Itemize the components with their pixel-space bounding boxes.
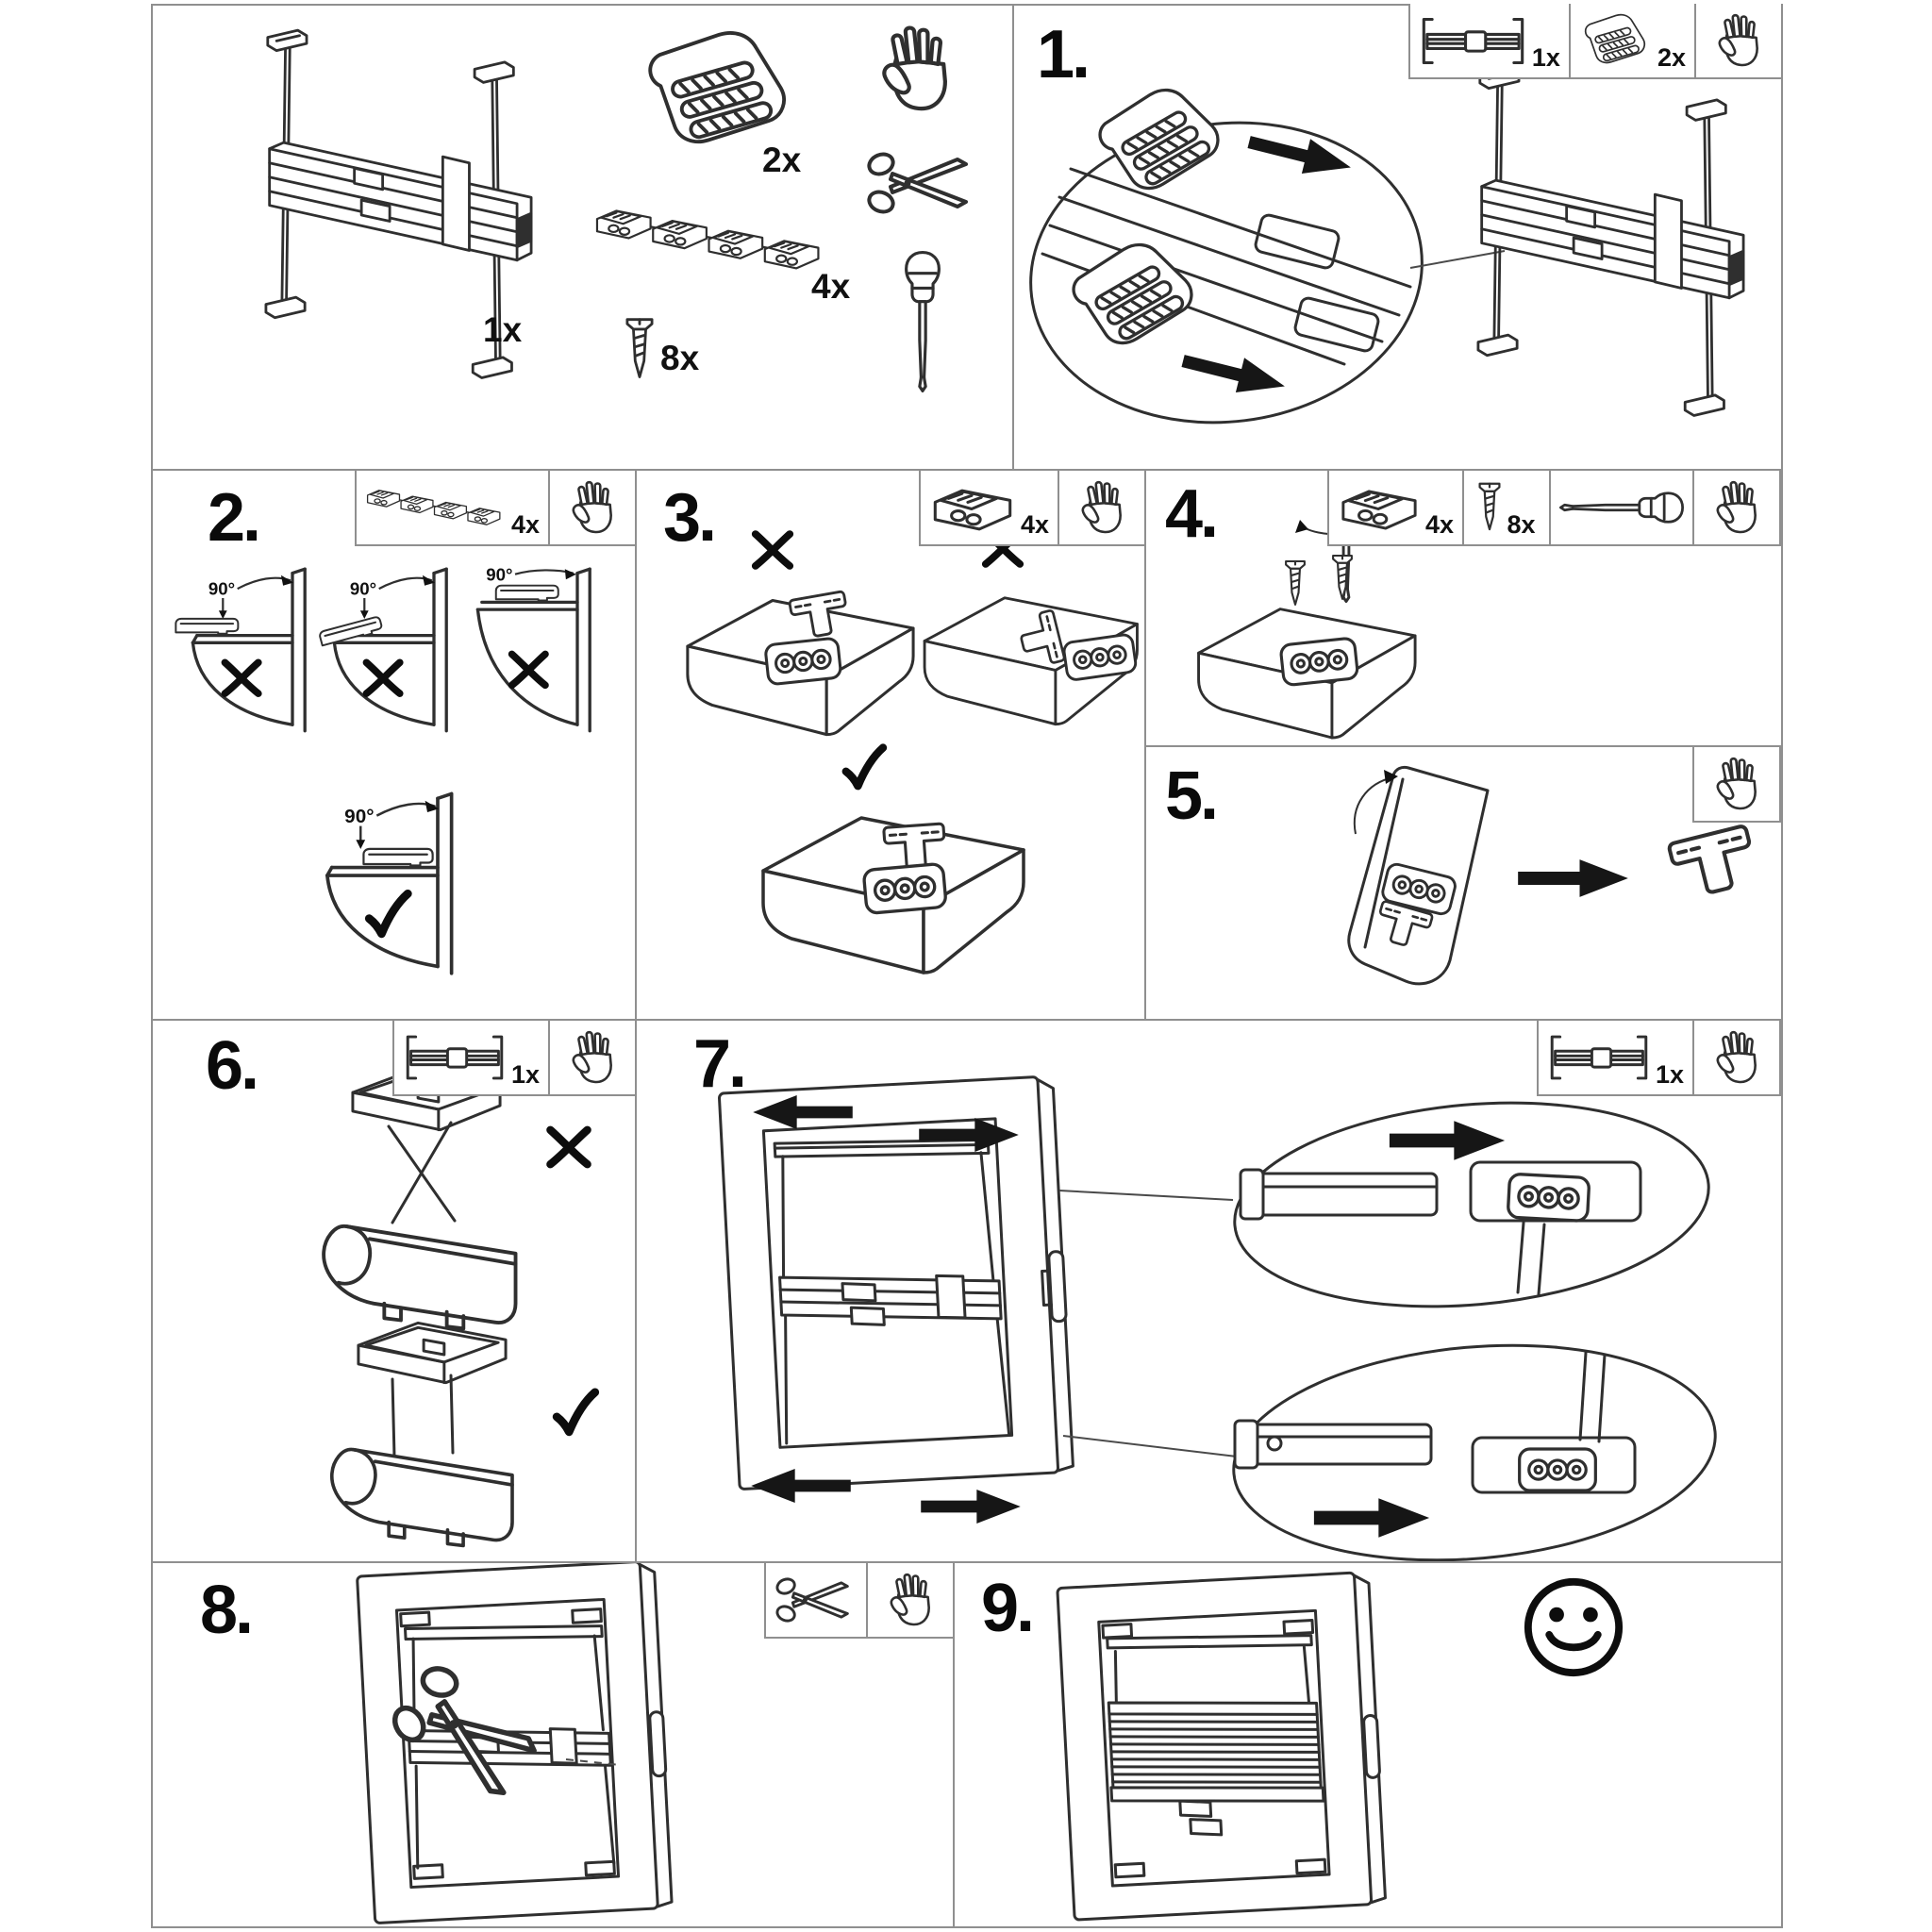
remove-arrow-icon [1518, 859, 1628, 897]
cross-mark-icon [550, 1130, 587, 1164]
step-number: 5. [1165, 758, 1217, 834]
tool-bracket [1327, 471, 1464, 546]
window-handle [1049, 1251, 1067, 1322]
hand-icon [1720, 15, 1757, 65]
screw-icon [1480, 484, 1500, 529]
panel-step-4 [1146, 471, 1781, 745]
correct-position [327, 793, 452, 973]
check-mark-icon [369, 893, 408, 933]
screwdriver-icon [1560, 493, 1682, 523]
toolbox-step-2 [357, 471, 637, 546]
tool-hand [1058, 471, 1146, 546]
tool-hand [1692, 1021, 1781, 1096]
clamp-sliding-bottom [1066, 235, 1199, 353]
clamp-sliding-top [1092, 80, 1225, 198]
screw-count-label: 8x [660, 339, 700, 377]
step-number: 4. [1165, 476, 1217, 552]
tool-bracket-strip [355, 471, 550, 546]
step-number: 2. [208, 480, 259, 556]
scissors-icon [775, 1576, 848, 1624]
magnifier-callout [1014, 80, 1440, 445]
clamp-shoe-icon [650, 33, 784, 142]
toolbox-step-7 [1539, 1021, 1781, 1096]
toolbox-step-5 [1694, 747, 1781, 823]
tool-hand [1692, 471, 1781, 546]
angle-label: 90° [486, 564, 513, 585]
pleated-blind-assembly [1478, 68, 1743, 415]
slide-arrow-icon [1245, 125, 1356, 185]
hand-icon [1718, 482, 1756, 532]
window-handle [649, 1711, 666, 1776]
step-number: 9. [981, 1571, 1033, 1646]
slide-arrow-icon [1179, 343, 1290, 404]
tool-count: 4x [1424, 510, 1454, 539]
bracket-icon [1343, 491, 1415, 527]
detail-callout-top [1226, 1084, 1718, 1324]
wrong-mount-2 [924, 598, 1137, 724]
panel-step-7 [637, 1021, 1781, 1561]
bracket-icon [935, 491, 1009, 529]
tool-blind-width [392, 1021, 550, 1096]
finished-window [1058, 1572, 1387, 1920]
cross-mark-icon [366, 662, 399, 693]
tool-hand [548, 1021, 637, 1096]
panel-step-8 [151, 1563, 955, 1926]
slide-arrow-icon [1390, 1121, 1505, 1160]
cross-mark-icon [512, 654, 545, 685]
screwdriver-icon [907, 253, 940, 391]
toolbox-step-4 [1329, 471, 1781, 546]
smiley-face-icon [1528, 1582, 1619, 1673]
wrong-position-2 [319, 569, 446, 731]
tool-count: 1x [510, 1060, 540, 1089]
cross-mark-icon [225, 662, 258, 693]
clamp-icon [1586, 15, 1645, 63]
tool-bracket [919, 471, 1059, 546]
wrong-cords-crossed [324, 1070, 587, 1328]
panel-step-2 [151, 471, 637, 1019]
tool-screw [1462, 471, 1551, 546]
cross-mark-icon [756, 534, 790, 566]
toolbox-step-1 [1410, 4, 1783, 79]
panel-parts-overview [151, 4, 1014, 469]
toolbox-step-6 [394, 1021, 637, 1096]
tool-blind-width [1408, 4, 1571, 79]
hand-icon [884, 28, 945, 109]
cover-piece [1669, 825, 1759, 900]
panel-step-3 [637, 471, 1146, 1019]
blind-width-icon [408, 1037, 502, 1078]
hand-icon [891, 1574, 929, 1624]
bracket-strip-count-label: 4x [811, 267, 851, 306]
check-mark-icon [846, 748, 883, 787]
slide-arrow-icon [1314, 1498, 1429, 1538]
blind-count-label: 1x [483, 310, 523, 349]
step-number: 8. [200, 1573, 252, 1648]
window-handle [1363, 1715, 1379, 1778]
tool-hand [866, 1563, 955, 1639]
bracket-strip-icon [368, 491, 500, 525]
tool-blind-width [1537, 1021, 1694, 1096]
push-right-arrow-icon [921, 1490, 1021, 1524]
tool-screwdriver [1549, 471, 1694, 546]
tool-count: 1x [1655, 1060, 1684, 1089]
corner-bracket-strip-icon [597, 210, 818, 268]
hand-icon [1083, 482, 1121, 532]
tool-hand [1692, 747, 1781, 823]
hand-icon [1718, 1032, 1756, 1082]
screw-icon [627, 320, 652, 377]
screw [1286, 561, 1305, 605]
tool-scissors [764, 1563, 868, 1639]
step-number: 7. [693, 1026, 745, 1102]
angle-label: 90° [344, 805, 375, 827]
angle-label: 90° [349, 578, 377, 599]
correct-mount [763, 818, 1024, 973]
tool-clamp [1569, 4, 1696, 79]
panel-step-6 [151, 1021, 637, 1561]
instruction-sheet [151, 4, 1783, 1928]
check-mark-icon [557, 1392, 595, 1432]
clamp-count-label: 2x [762, 141, 802, 179]
wrong-position-3 [477, 564, 590, 731]
correct-cords-straight [332, 1323, 595, 1545]
border-bottom [151, 1926, 1783, 1928]
step-number: 3. [663, 480, 715, 556]
panel-step-5 [1146, 747, 1781, 1019]
step-number: 1. [1037, 17, 1089, 92]
hand-icon [1718, 758, 1756, 808]
scissors-icon [866, 151, 966, 215]
tool-count: 2x [1657, 43, 1686, 72]
toolbox-step-3 [921, 471, 1146, 546]
blind-width-icon [1552, 1037, 1646, 1078]
tool-count: 1x [1531, 43, 1560, 72]
tool-count: 4x [510, 510, 540, 539]
angle-label: 90° [208, 578, 236, 599]
panel-step-9 [955, 1563, 1781, 1926]
wrong-position-1 [175, 569, 305, 731]
tool-count: 8x [1507, 510, 1536, 539]
window-with-blind [719, 1076, 1074, 1490]
tool-hand [1694, 4, 1783, 79]
wrong-mount-1 [688, 591, 913, 735]
detail-callout-bottom [1224, 1326, 1724, 1561]
tool-hand [548, 471, 637, 546]
panel-step-1 [1014, 4, 1783, 469]
blind-width-icon [1424, 19, 1522, 62]
tool-count: 4x [1020, 510, 1049, 539]
toolbox-step-8 [766, 1563, 955, 1639]
hand-icon [574, 482, 611, 532]
step-number: 6. [206, 1028, 258, 1104]
hand-icon [574, 1032, 611, 1082]
